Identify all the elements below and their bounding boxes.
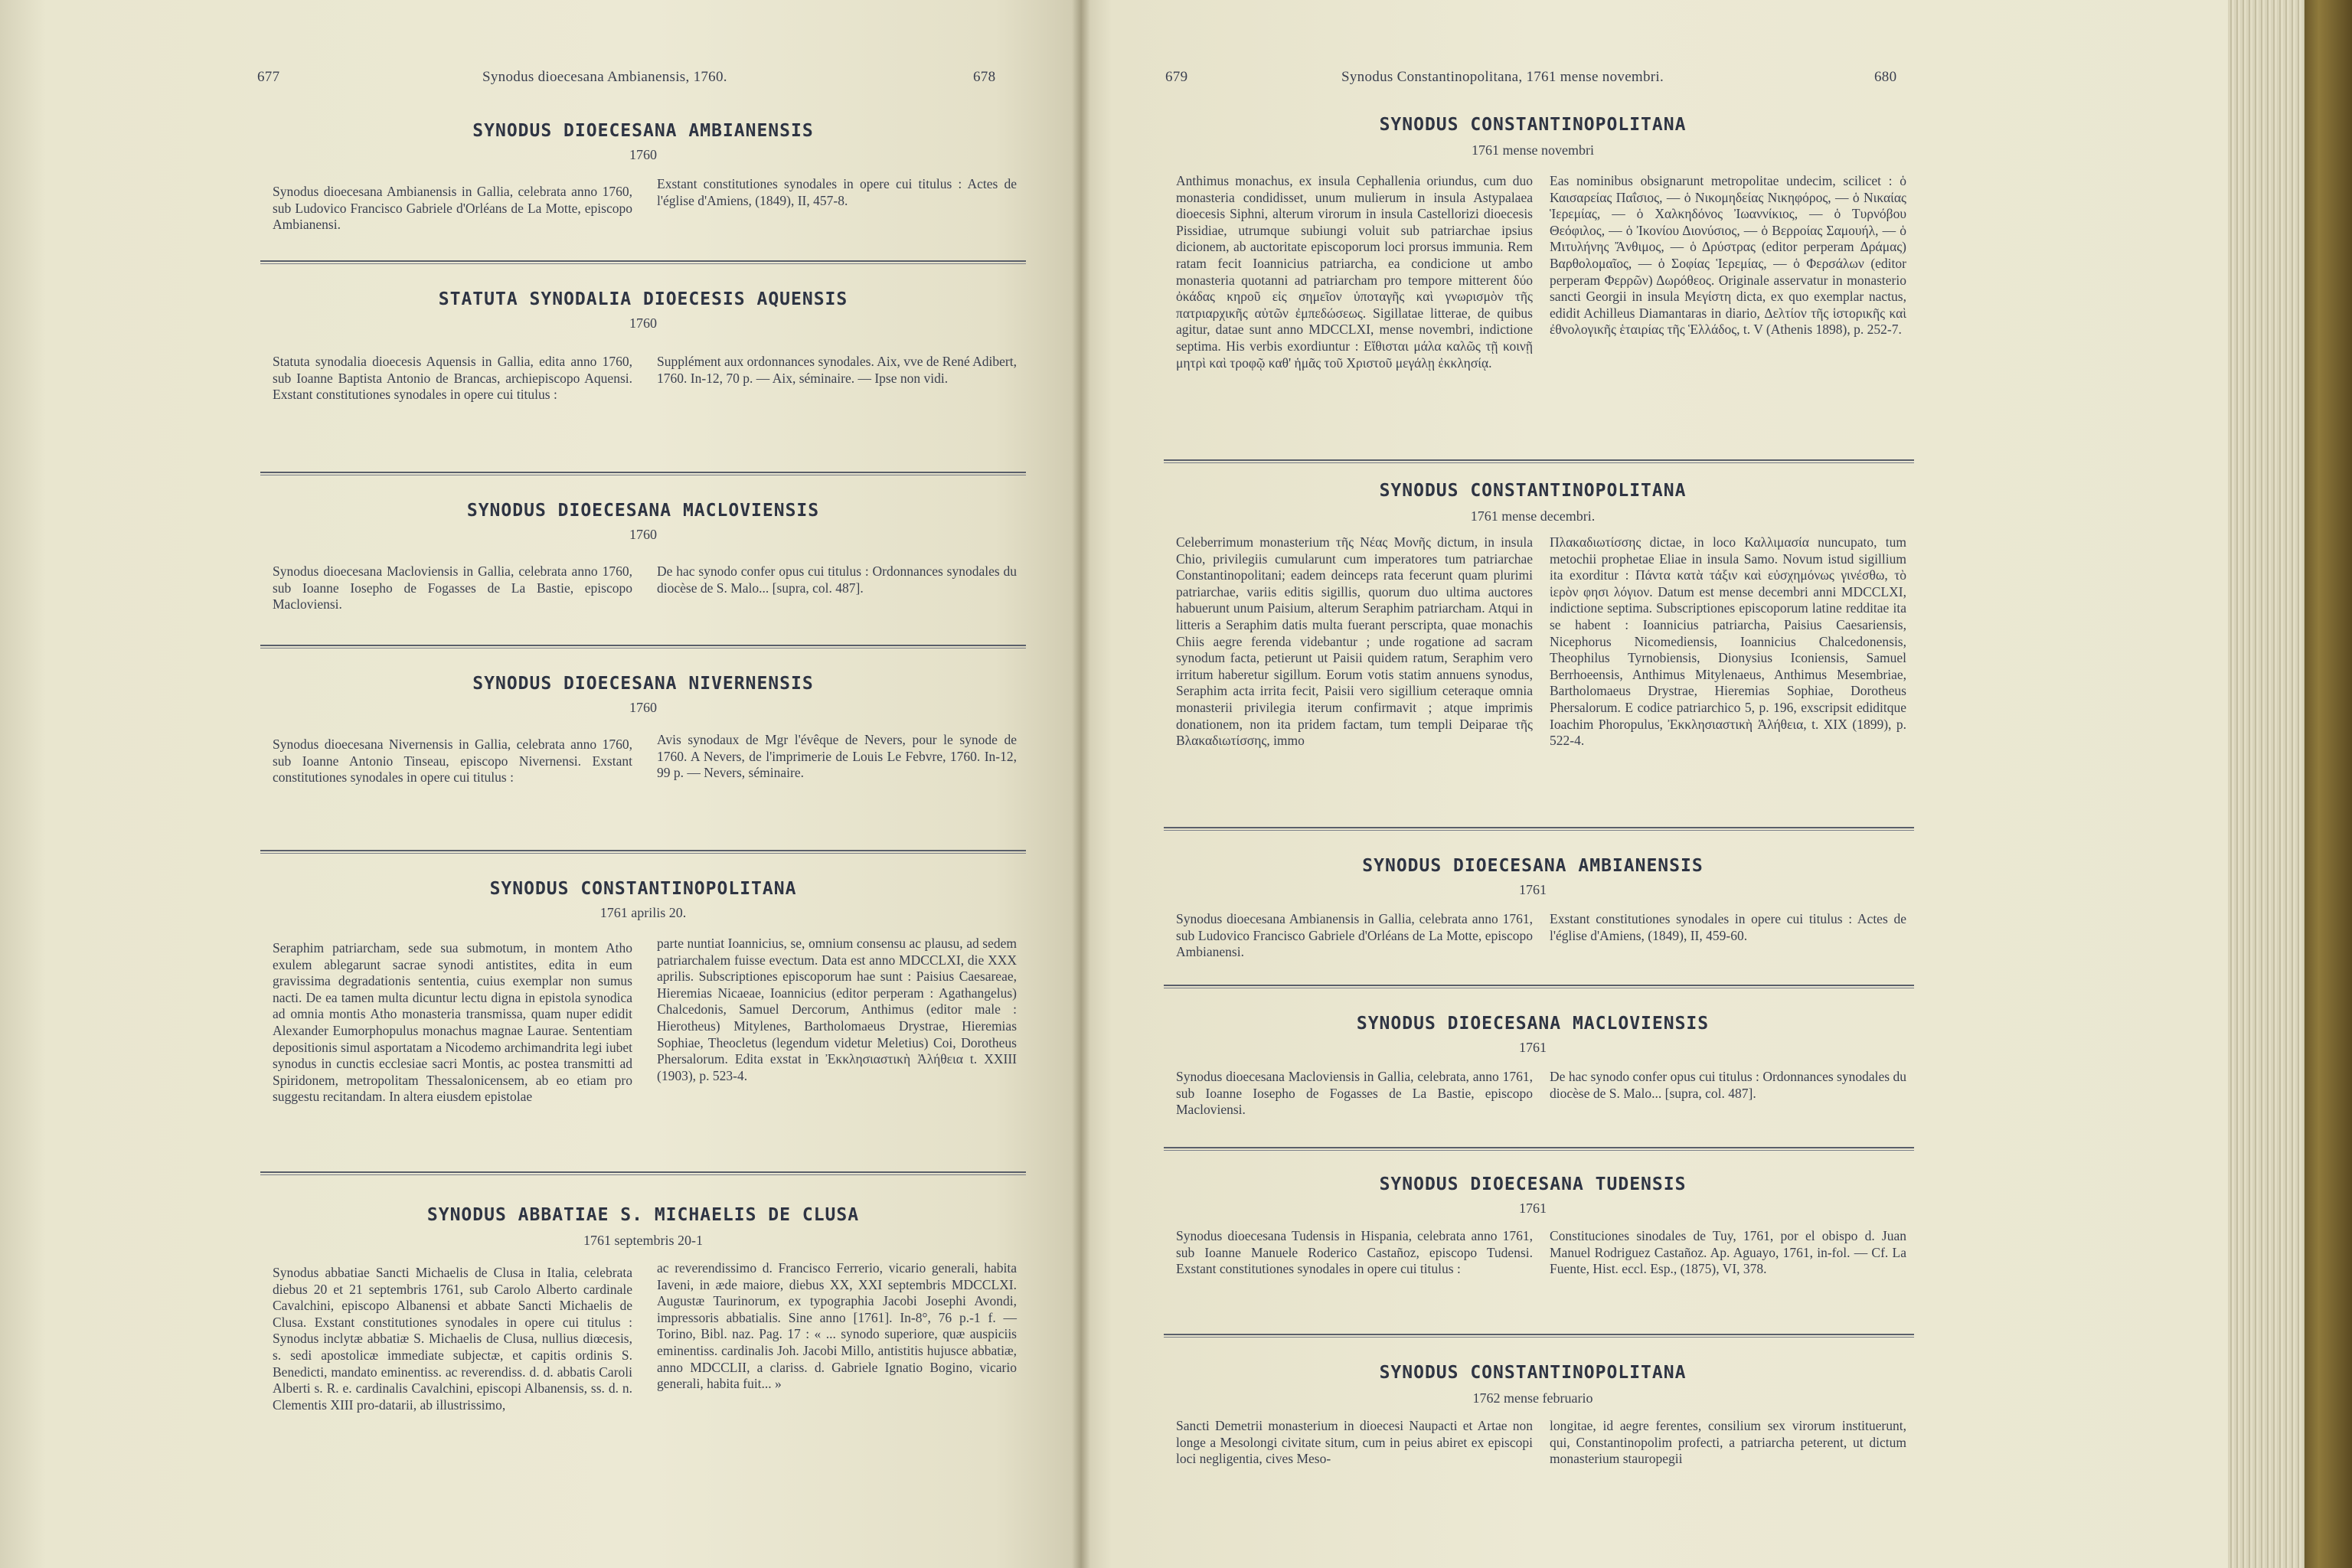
section-date: 1761 — [1519, 1040, 1547, 1055]
text-column: Exstant constitutiones synodales in opere cui titulus : Actes de l'église d'Amiens, (1849), II, 459-60. — [1550, 911, 1906, 943]
section-title: SYNODUS DIOECESANA TUDENSIS — [1379, 1174, 1687, 1194]
text-column: Supplément aux ordonnances synodales. Aix, vve de René Adibert, 1760. In-12, 70 p. — Aix, séminaire. — Ipse non vidi. — [657, 354, 1017, 386]
section-divider — [260, 472, 1026, 475]
text-column: parte nuntiat Ioannicius, se, omnium consensu ac plausu, ad sedem patriarchalem fuisse evectum. Data est anno MDCCLXI, die XXX aprilis. Subscriptiones episcoporum hae sunt : Paisius Caesareae, Hieremias Nicaeae, Ioannicius (editor perperam : Agathangelus) Chalcedonis, Samuel Dercorum, Anthimus (editor male : Hierotheus) Mitylenes, Bartholomaeus Drystrae, Hieremias Sophiae, Theocletus (legendum videtur Meletius) Coi, Dorotheus Phersalorum. Edita exstat in Ἐκκλησιαστικὴ Ἀλήθεια t. XXIII (1903), p. 523-4. — [657, 936, 1017, 1083]
section-divider — [1164, 827, 1914, 831]
text-column: Exstant constitutiones synodales in opere cui titulus : Actes de l'église d'Amiens, (1849), II, 457-8. — [657, 176, 1017, 208]
section-divider — [1164, 985, 1914, 988]
text-column: Synodus dioecesana Ambianensis in Gallia, celebrata anno 1760, sub Ludovico Francisco Gabriele d'Orléans de La Motte, episcopo Ambianensi. — [273, 184, 632, 233]
section-title: SYNODUS DIOECESANA AMBIANENSIS — [1362, 856, 1704, 876]
section-date: 1760 — [629, 147, 657, 162]
section-title: SYNODUS DIOECESANA MACLOVIENSIS — [1356, 1014, 1710, 1034]
page-edges — [2228, 0, 2305, 1568]
section-divider — [260, 850, 1026, 854]
section-title: SYNODUS CONSTANTINOPOLITANA — [1379, 481, 1687, 501]
book-gutter — [1072, 0, 1090, 1568]
text-column: Seraphim patriarcham, sede sua submotum, in montem Atho exulem ablegarunt sacrae synodi antistites, edita in eum gravissima degradationis sententia, cuius exemplar non sumus nacti. De ea tamen multa dicuntur lectu digna in epistola synodica ad omnia montis Atho monasteria transmissa, quam nuper edidit Alexander Eumorphopulus monachus magnae Laurae. Sententiam depositionis simul asportatam a Nicodemo archimandrita legi iubet synodus in cunctis ecclesiae sacri Montis, ac postea transmitti ad Spiridonem, metropolitam Thessalonicensem, ab eo etiam pro suggestu recitandam. In altera eiusdem epistolae — [273, 940, 632, 1105]
page-number: 680 — [1874, 69, 1897, 85]
section-date: 1760 — [629, 527, 657, 542]
section-date: 1760 — [629, 700, 657, 715]
text-column: Synodus dioecesana Macloviensis in Gallia, celebrata anno 1760, sub Ioanne Iosepho de Fogasses de La Bastie, episcopo Macloviensi. — [273, 564, 632, 612]
section-divider — [260, 260, 1026, 264]
text-column: Synodus dioecesana Macloviensis in Gallia, celebrata, anno 1761, sub Ioanne Iosepho de Fogasses de La Bastie, episcopo Macloviensi. — [1176, 1069, 1533, 1118]
text-column: Synodus dioecesana Ambianensis in Gallia, celebrata anno 1761, sub Ludovico Francisco Gabriele d'Orléans de La Motte, episcopo Ambianensi. — [1176, 911, 1533, 960]
section-date: 1761 aprilis 20. — [599, 905, 687, 920]
text-column: Synodus dioecesana Nivernensis in Gallia, celebrata anno 1760, sub Ioanne Antonio Tinseau, episcopo Nivernensi. Exstant constitutiones synodales in opere cui titulus : — [273, 737, 632, 786]
section-title: STATUTA SYNODALIA DIOECESIS AQUENSIS — [438, 289, 848, 309]
page-number: 678 — [973, 69, 996, 85]
text-column: longitae, id aegre ferentes, consilium sex virorum instituerunt, qui, Constantinopolim profecti, a patriarcha peterent, ut dictum monasterium stauropegii — [1550, 1418, 1906, 1467]
section-title: SYNODUS CONSTANTINOPOLITANA — [489, 879, 797, 899]
section-title: SYNODUS DIOECESANA NIVERNENSIS — [472, 674, 814, 694]
section-date: 1761 — [1519, 1200, 1547, 1216]
page-number: 679 — [1165, 69, 1188, 85]
section-title: SYNODUS CONSTANTINOPOLITANA — [1379, 115, 1687, 135]
section-date: 1760 — [629, 315, 657, 331]
section-divider — [1164, 1147, 1914, 1151]
page-number: 677 — [257, 69, 280, 85]
section-title: SYNODUS DIOECESANA MACLOVIENSIS — [466, 501, 820, 521]
text-column: Eas nominibus obsignarunt metropolitae undecim, scilicet : ὁ Καισαρείας Παΐσιος, — ὁ Νικομηδείας Νικηφόρος, — ὁ Νικαίας Ἱερεμίας, — ὁ Χαλκηδόνος Ἰωαννίκιος, — ὁ Τυρνόβου Θεόφιλος, — ὁ Ἰκονίου Διονύσιος, — ὁ Βερροίας Σαμουήλ, — ὁ Μιτυλήνης Ἄνθιμος, — ὁ Δρύστρας (editor perperam Δράμας) Βαρθολομαῖος, — ὁ Σοφίας Ἱερεμίας, — ὁ Φερσάλων (editor perperam Φερρῶν) Δωρόθεος. Originale asservatur in monasterio sancti Georgii in insula Μεγίστη dicta, ex quo exemplar nactus, edidit Achilleus Diamantaras in diario, Δελτίον τῆς ἱστορικῆς καὶ ἐθνολογικῆς ἑταιρίας τῆς Ἑλλάδος, t. V (Athenis 1898), p. 252-7. — [1550, 173, 1906, 338]
text-column: ac reverendissimo d. Francisco Ferrerio, vicario generali, habita Iaveni, in æde maiore, diebus XX, XXI septembris MDCCLXI. Augustæ Taurinorum, ex typographia Jacobi Josephi Avondi, impressoris abbatialis. Sine anno [1761]. In-8°, 76 p.-1 f. — Torino, Bibl. naz. Pag. 17 : « ... synodo superiore, quæ auspiciis eminentiss. cardinalis Joh. Jacobi Millo, antistitis hujusce abbatiæ, anno MDCCLII, a clariss. d. Gabriele Ignatio Bogino, vicario generali, habita fuit... » — [657, 1260, 1017, 1392]
text-column: Statuta synodalia dioecesis Aquensis in Gallia, edita anno 1760, sub Ioanne Baptista Antonio de Brancas, archiepiscopo Aquensi. Exstant constitutiones synodales in opere cui titulus : — [273, 354, 632, 403]
text-column: De hac synodo confer opus cui titulus : Ordonnances synodales du diocèse de S. Malo... [supra, col. 487]. — [1550, 1069, 1906, 1101]
text-column: Anthimus monachus, ex insula Cephallenia oriundus, cum duo monasteria condidisset, unum mulierum in insula Astypalaea dioecesis Siphni, alterum virorum in insula Castellorizi dioecesis Pissidiae, utrumque subiungi voluit sub patriarchae ipsius dicionem, ab auctoritate episcoporum loci prorsus immunia. Rem ratam fecit Ioannicius patriarcha, ea condicione ut ambo monasteria quotanni ad patriarcham pro tempore mitterent δύο ὀκάδας κηροῦ εἰς σημεῖον ὑποταγῆς καὶ γνωρισμὸν τῆς πατριαρχικῆς αὐτῶν ἐμπεδώσεως. Sigillatae litterae, de quibus agitur, datae sunt anno MDCCLXI, mense novembri, indictione septima. His verbis exordiuntur : Εἴθισται μάλα καλῶς τῇ κοινῇ μητρὶ καὶ τροφῷ καθ' ἡμᾶς τοῦ Χριστοῦ μεγάλῃ ἐκκλησίᾳ. — [1176, 173, 1533, 371]
section-date: 1762 mense februario — [1472, 1390, 1593, 1406]
running-head: Synodus dioecesana Ambianensis, 1760. — [482, 69, 727, 85]
text-column: Sancti Demetrii monasterium in dioecesi Naupacti et Artae non longe a Mesolongi civitate situm, cum in peius abiret ex episcopi loci negligentia, cives Meso- — [1176, 1418, 1533, 1467]
right-page — [1081, 0, 2228, 1568]
text-column: Celeberrimum monasterium τῆς Νέας Μονῆς dictum, in insula Chio, privilegiis cumularunt cum imperatores tum patriarchae Constantinopolitani; eadem deinceps rata fecerunt quam plurimi patriarchae, variis editis sigillis, quorum duo ultima auctores habuerunt unum Paisium, alterum Seraphim patriarcham. Atqui in litteris a Seraphim datis multa fuerant perscripta, quae monachis Chiis aegre ferenda videbantur ; unde rogatione ad sacram synodum facta, petierunt ut Paisii quidem ratum, Seraphim vero irritum haberetur sigillum. Eorum votis statim annuens synodus, Seraphim acta irrita fecit, Paisii vero sigillium ceteraque omnia monasterii privilegia iterum confirmavit ; atque imprimis donationem, non ita pridem factam, tum templi Deiparae τῆς Βλακαδιωτίσσης, immo — [1176, 534, 1533, 749]
section-date: 1761 mense decembri. — [1470, 508, 1596, 524]
text-column: Constituciones sinodales de Tuy, 1761, por el obispo d. Juan Manuel Rodriguez Castañoz. Ap. Aguayo, 1761, in-fol. — Cf. La Fuente, Hist. eccl. Esp., (1875), VI, 378. — [1550, 1228, 1906, 1277]
section-date: 1761 — [1519, 882, 1547, 897]
section-title: SYNODUS DIOECESANA AMBIANENSIS — [472, 121, 814, 141]
text-column: Πλακαδιωτίσσης dictae, in loco Καλλιμασία nuncupato, tum metochii prophetae Eliae in insula Samo. Novum istud sigillium ita exorditur : Πάντα κατὰ τάξιν καὶ εὐσχημόνως γινέσθω, τὸ ἱερὸν φησι λόγιον. Datum est mense decembri anni MDCCLXI, indictione septima. Subscriptiones episcoporum latine redditae ita se habent : Ioannicius patriarcha, Paisius Caesariensis, Nicephorus Nicomediensis, Ioannicius Chalcedonensis, Theophilus Tyrnobiensis, Dionysius Iconiensis, Samuel Berrhoeensis, Anthimus Mitylenaeus, Anthimus Mesembriae, Bartholomaeus Drystrae, Hieremias Sophiae, Dorotheus Phersalorum. E codice patriarchico 5, p. 196, exscripsit ediditque Ioachim Phoropulus, Ἐκκλησιαστικὴ Ἀλήθεια, t. XIX (1899), p. 522-4. — [1550, 534, 1906, 749]
section-title: SYNODUS CONSTANTINOPOLITANA — [1379, 1363, 1687, 1383]
book-cover-edge — [2305, 0, 2352, 1568]
section-divider — [260, 645, 1026, 648]
text-column: Avis synodaux de Mgr l'évêque de Nevers, pour le synode de 1760. A Nevers, de l'imprimerie de Louis Le Febvre, 1760. In-12, 99 p. — Nevers, séminaire. — [657, 732, 1017, 781]
text-column: De hac synodo confer opus cui titulus : Ordonnances synodales du diocèse de S. Malo... [supra, col. 487]. — [657, 564, 1017, 596]
section-title: SYNODUS ABBATIAE S. MICHAELIS DE CLUSA — [426, 1205, 860, 1225]
running-head: Synodus Constantinopolitana, 1761 mense novembri. — [1341, 69, 1664, 85]
left-page — [0, 0, 1081, 1568]
text-column: Synodus dioecesana Tudensis in Hispania, celebrata anno 1761, sub Ioanne Manuele Roderico Castañoz, episcopo Tudensi. Exstant constitutiones synodales in opere cui titulus : — [1176, 1228, 1533, 1277]
section-divider — [1164, 1334, 1914, 1338]
section-date: 1761 mense novembri — [1472, 142, 1594, 158]
section-divider — [1164, 459, 1914, 463]
section-date: 1761 septembris 20-1 — [583, 1233, 703, 1248]
text-column: Synodus abbatiae Sancti Michaelis de Clusa in Italia, celebrata diebus 20 et 21 septembris 1761, sub Carolo Alberto cardinale Cavalchini, episcopo Albanensi et abbate Sancti Michaelis de Clusa. Exstant constitutiones synodales in opere cui titulus : Synodus inclytæ abbatiæ S. Michaelis de Clusa, nullius diœcesis, s. sedi apostolicæ immediate subjectæ, et capitis ordinis S. Benedicti, mandato eminentiss. ac reverendiss. d. d. abbatis Caroli Alberti s. R. e. cardinalis Cavalchini, episcopi Albanensis, ss. d. n. Clementis XIII pro-datarii, ab illustrissimo, — [273, 1265, 632, 1413]
section-divider — [260, 1171, 1026, 1175]
